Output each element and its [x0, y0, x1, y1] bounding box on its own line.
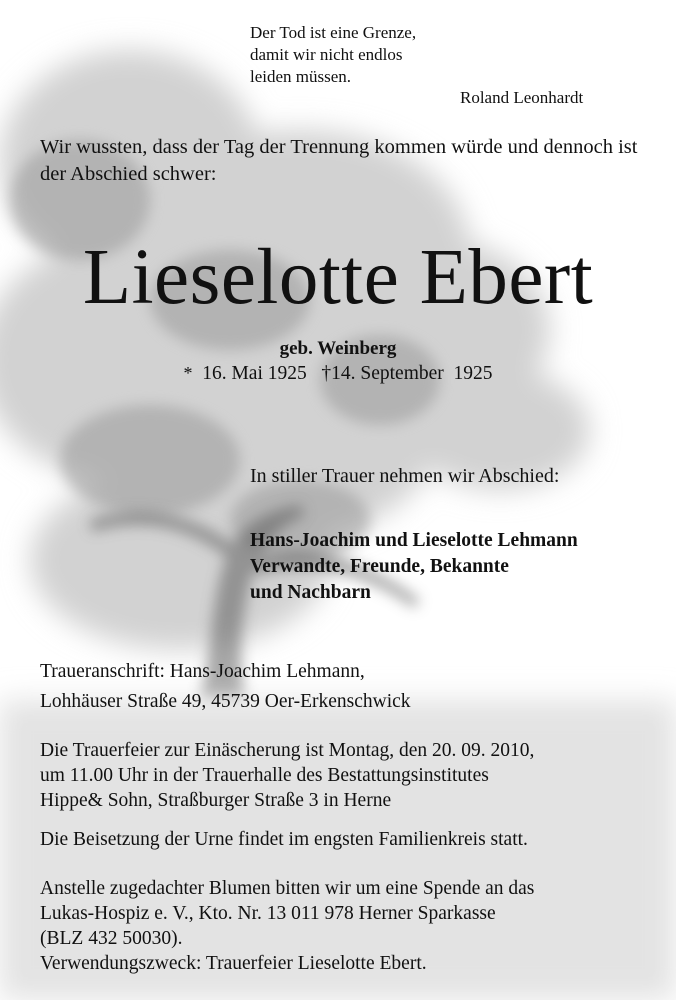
deceased-name: Lieselotte Ebert: [82, 234, 594, 321]
death-date: 14. September 1925: [331, 363, 493, 384]
quote-line: damit wir nicht endlos: [250, 45, 403, 64]
donation-line: Lukas-Hospiz e. V., Kto. Nr. 13 011 978 Herner Sparkasse: [40, 903, 496, 924]
address-line: Traueranschrift: Hans-Joachim Lehmann,: [40, 661, 365, 682]
ceremony-line: um 11.00 Uhr in der Trauerhalle des Bestattungsinstitutes: [40, 765, 489, 786]
donation-line: (BLZ 432 50030).: [40, 928, 183, 949]
mourner-line: Hans-Joachim und Lieselotte Lehmann: [250, 530, 578, 551]
quote-author: Roland Leonhardt: [460, 88, 584, 107]
mourning-text: In stiller Trauer nehmen wir Abschied:: [250, 465, 560, 487]
ceremony-line: Die Trauerfeier zur Einäscherung ist Montag, den 20. 09. 2010,: [40, 740, 535, 761]
life-dates: [0, 363, 676, 385]
mourner-line: und Nachbarn: [250, 582, 371, 603]
mourners-list: [250, 528, 578, 606]
mourning-address: [40, 657, 411, 717]
maiden-name: geb. Weinberg: [279, 338, 397, 359]
donation-info: [40, 876, 534, 976]
quote-line: Der Tod ist eine Grenze,: [250, 23, 417, 42]
birth-date: 16. Mai 1925: [202, 363, 307, 384]
urn-burial-info: Die Beisetzung der Urne findet im engsten Familienkreis statt.: [40, 829, 528, 850]
address-line: Lohhäuser Straße 49, 45739 Oer-Erkenschwick: [40, 691, 411, 712]
intro-text: Wir wussten, dass der Tag der Trennung kommen würde und dennoch ist der Abschied schwer:: [40, 136, 638, 185]
mourner-line: Verwandte, Freunde, Bekannte: [250, 556, 509, 577]
birth-star-icon: *: [183, 363, 193, 383]
ceremony-info: [40, 738, 534, 813]
donation-line: Anstelle zugedachter Blumen bitten wir um eine Spende an das: [40, 878, 535, 899]
quote-line: leiden müssen.: [250, 67, 352, 86]
death-cross-icon: †: [321, 363, 332, 384]
epigraph-quote: [250, 22, 416, 88]
donation-line: Verwendungszweck: Trauerfeier Lieselotte Ebert.: [40, 953, 427, 974]
ceremony-line: Hippe& Sohn, Straßburger Straße 3 in Herne: [40, 790, 392, 811]
